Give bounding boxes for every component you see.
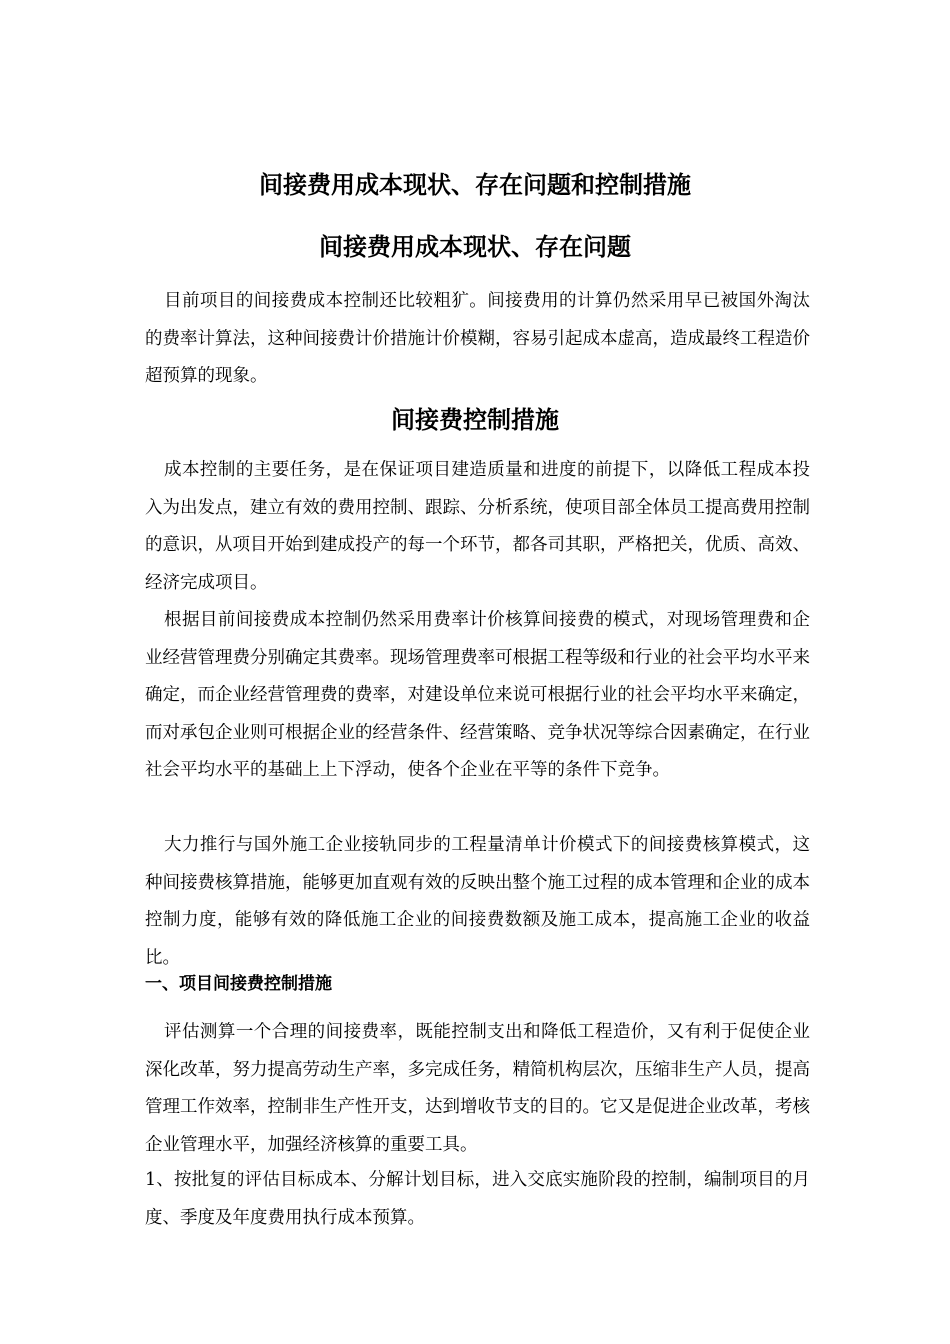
paragraph-cost-status: 目前项目的间接费成本控制还比较粗犷。间接费用的计算仍然采用早已被国外淘汰的费率计算法，这种间接费计价措施计价模糊，容易引起成本虚高，造成最终工程造价超预算的现象。 (145, 291, 810, 386)
heading-control-measures: 间接费控制措施 (391, 406, 559, 434)
paragraph-control-3: 大力推行与国外施工企业接轨同步的工程量清单计价模式下的间接费核算模式，这种间接费核算措施，能够更加直观有效的反映出整个施工过程的成本管理和企业的成本控制力度，能够有效的降低施工企业的间接费数额及施工成本，提高施工企业的收益比。 (145, 835, 810, 968)
heading-cost-status: 间接费用成本现状、存在问题 (319, 233, 631, 261)
section-heading-project-control: 一、项目间接费控制措施 (145, 974, 332, 994)
list-item-1: 1、按批复的评估目标成本、分解计划目标，进入交底实施阶段的控制，编制项目的月度、季度及年度费用执行成本预算。 (145, 1170, 810, 1228)
document-title: 间接费用成本现状、存在问题和控制措施 (259, 171, 691, 199)
paragraph-control-1: 成本控制的主要任务，是在保证项目建造质量和进度的前提下，以降低工程成本投入为出发点，建立有效的费用控制、跟踪、分析系统，使项目部全体员工提高费用控制的意识，从项目开始到建成投产的每一个环节，都各司其职，严格把关，优质、高效、经济完成项目。 (145, 460, 810, 593)
paragraph-control-2: 根据目前间接费成本控制仍然采用费率计价核算间接费的模式，对现场管理费和企业经营管理费分别确定其费率。现场管理费率可根据工程等级和行业的社会平均水平来确定，而企业经营管理费的费率，对建设单位来说可根据行业的社会平均水平来确定，而对承包企业则可根据企业的经营条件、经营策略、竞争状况等综合因素确定，在行业社会平均水平的基础上上下浮动，使各个企业在平等的条件下竞争。 (145, 610, 810, 780)
paragraph-section-1: 评估测算一个合理的间接费率，既能控制支出和降低工程造价，又有利于促使企业深化改革，努力提高劳动生产率，多完成任务，精简机构层次，压缩非生产人员，提高管理工作效率，控制非生产性开支，达到增收节支的目的。它又是促进企业改革，考核企业管理水平，加强经济核算的重要工具。 (145, 1022, 810, 1155)
